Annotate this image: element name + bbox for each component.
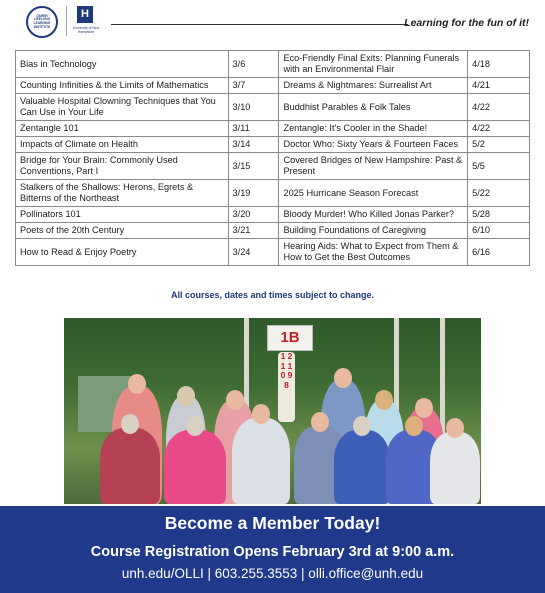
table-row xyxy=(16,153,530,180)
course-title: Zentangle: It's Cooler in the Shade! xyxy=(279,121,468,137)
course-date: 5/28 xyxy=(468,207,530,223)
table-row xyxy=(16,239,530,266)
course-date: 3/24 xyxy=(228,239,279,266)
course-date: 5/5 xyxy=(468,153,530,180)
course-title: 2025 Hurricane Season Forecast xyxy=(279,180,468,207)
course-date: 3/6 xyxy=(228,51,279,78)
header-rule xyxy=(111,24,408,25)
course-date: 6/16 xyxy=(468,239,530,266)
course-title: Bridge for Your Brain: Commonly Used Conventions, Part I xyxy=(16,153,229,180)
course-title: Counting Infinities & the Limits of Mathematics xyxy=(16,78,229,94)
course-date: 4/22 xyxy=(468,121,530,137)
course-date: 6/10 xyxy=(468,223,530,239)
sign: 1B xyxy=(267,325,313,351)
course-title: Hearing Aids: What to Expect from Them & How to Get the Best Outcomes xyxy=(279,239,468,266)
schedule-disclaimer: All courses, dates and times subject to change. xyxy=(170,290,375,300)
person xyxy=(232,418,290,504)
course-title: Pollinators 101 xyxy=(16,207,229,223)
course-title: Zentangle 101 xyxy=(16,121,229,137)
course-table xyxy=(15,50,530,266)
course-date: 3/15 xyxy=(228,153,279,180)
person xyxy=(164,430,226,504)
olli-logo-text: OSHER LIFELONG LEARNING INSTITUTE xyxy=(33,13,51,29)
person xyxy=(430,432,480,504)
course-title: Buddhist Parables & Folk Tales xyxy=(279,94,468,121)
table-row xyxy=(16,223,530,239)
table-row xyxy=(16,137,530,153)
course-title: Dreams & Nightmares: Surrealist Art xyxy=(279,78,468,94)
course-date: 3/20 xyxy=(228,207,279,223)
olli-logo xyxy=(26,6,58,38)
table-row xyxy=(16,94,530,121)
table-row xyxy=(16,78,530,94)
course-title: Bias in Technology xyxy=(16,51,229,78)
banner-headline: Become a Member Today! xyxy=(164,513,381,533)
course-date: 4/21 xyxy=(468,78,530,94)
course-title: Impacts of Climate on Health xyxy=(16,137,229,153)
course-date: 5/22 xyxy=(468,180,530,207)
page-header xyxy=(0,0,545,46)
course-date: 3/21 xyxy=(228,223,279,239)
person xyxy=(100,428,160,504)
table-row xyxy=(16,121,530,137)
course-date: 3/7 xyxy=(228,78,279,94)
course-date: 3/11 xyxy=(228,121,279,137)
contact-info: unh.edu/OLLI | 603.255.3553 | olli.office@unh.edu xyxy=(121,566,424,581)
unh-logo-text: University of New Hampshire xyxy=(72,26,100,34)
table-row xyxy=(16,51,530,78)
course-date: 4/22 xyxy=(468,94,530,121)
person xyxy=(334,430,390,504)
group-photo xyxy=(64,318,481,504)
table-row xyxy=(16,207,530,223)
course-title: Covered Bridges of New Hampshire: Past & Present xyxy=(279,153,468,180)
course-title: Doctor Who: Sixty Years & Fourteen Faces xyxy=(279,137,468,153)
course-title: How to Read & Enjoy Poetry xyxy=(16,239,229,266)
registration-notice: Course Registration Opens February 3rd at 9:00 a.m. xyxy=(90,544,455,560)
course-date: 3/14 xyxy=(228,137,279,153)
course-title: Eco-Friendly Final Exits: Planning Funerals with an Environmental Flair xyxy=(279,51,468,78)
course-date: 3/19 xyxy=(228,180,279,207)
course-title: Building Foundations of Caregiving xyxy=(279,223,468,239)
course-date: 5/2 xyxy=(468,137,530,153)
course-title: Bloody Murder! Who Killed Jonas Parker? xyxy=(279,207,468,223)
unh-logo-mark: H xyxy=(77,6,93,23)
tagline: Learning for the fun of it! xyxy=(404,17,529,29)
course-title: Valuable Hospital Clowning Techniques that You Can Use in Your Life xyxy=(16,94,229,121)
course-date: 4/18 xyxy=(468,51,530,78)
membership-banner xyxy=(0,506,545,593)
table-row xyxy=(16,180,530,207)
logo-divider xyxy=(66,6,67,36)
course-title: Poets of the 20th Century xyxy=(16,223,229,239)
course-title: Stalkers of the Shallows: Herons, Egrets & Bitterns of the Northeast xyxy=(16,180,229,207)
course-date: 3/10 xyxy=(228,94,279,121)
marker-post: 1 2 1 1 0 9 8 xyxy=(278,352,295,422)
